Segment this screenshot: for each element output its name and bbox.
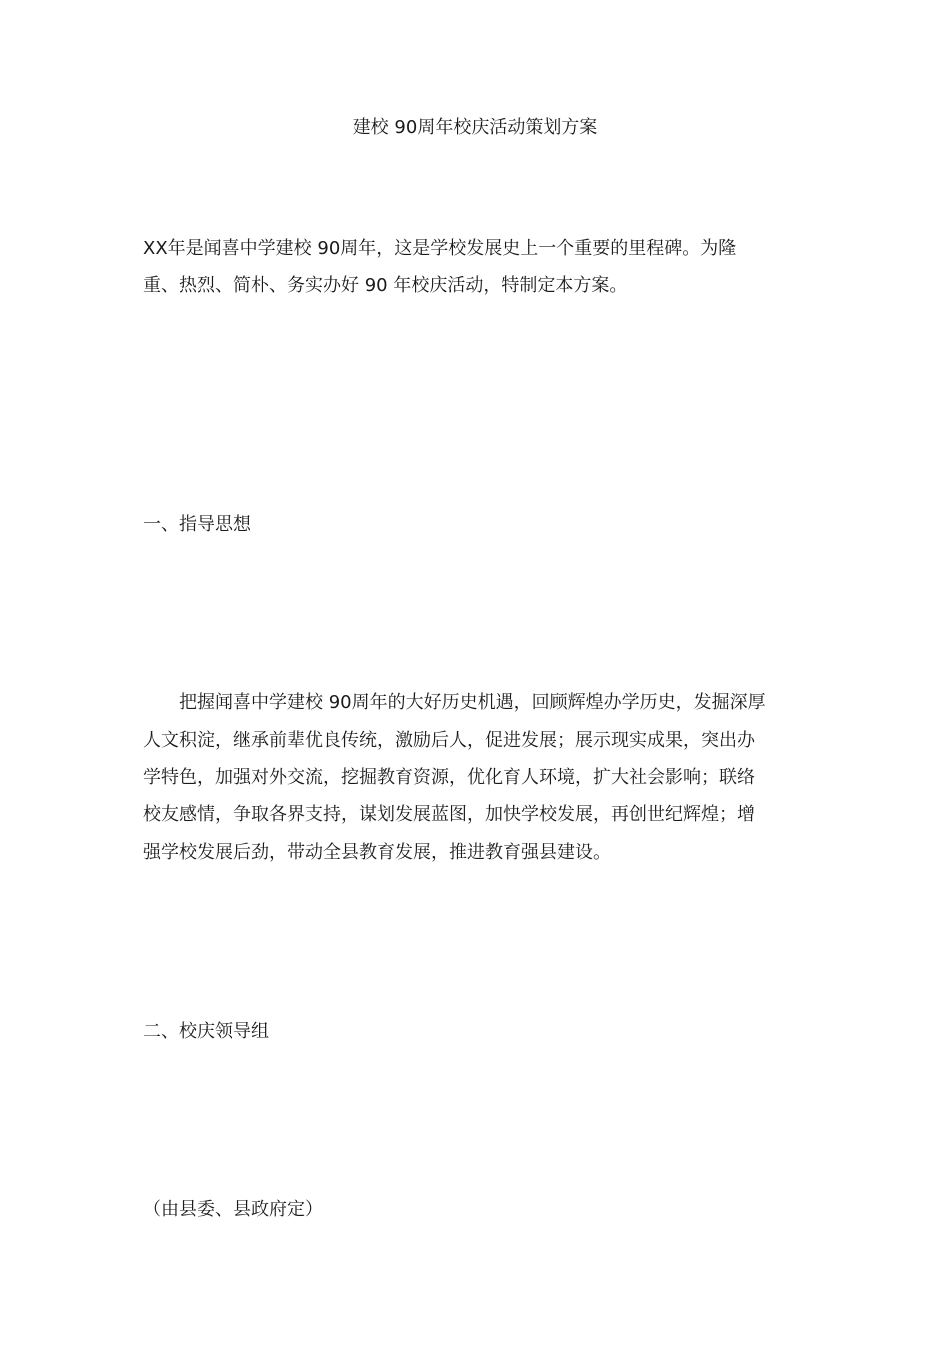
section1-line-4: 校友感情，争取各界支持，谋划发展蓝图，加快学校发展，再创世纪辉煌；增 <box>143 804 755 825</box>
intro-line-1: XX年是闻喜中学建校 90周年，这是学校发展史上一个重要的里程碑。为隆 <box>143 238 737 259</box>
intro-line-2: 重、热烈、简朴、务实办好 90 年校庆活动，特制定本方案。 <box>143 275 628 296</box>
section1-line-5: 强学校发展后劲，带动全县教育发展，推进教育强县建设。 <box>143 842 611 863</box>
section1-line-3: 学特色，加强对外交流，挖掘教育资源，优化育人环境，扩大社会影响；联络 <box>143 767 755 788</box>
section1-line-2: 人文积淀，继承前辈优良传统，激励后人，促进发展；展示现实成果，突出办 <box>143 730 755 751</box>
document-title: 建校 90周年校庆活动策划方案 <box>352 117 598 138</box>
section-heading-leadership-group: 二、校庆领导组 <box>143 1021 269 1042</box>
section1-line-1: 把握闻喜中学建校 90周年的大好历史机遇，回顾辉煌办学历史，发掘深厚 <box>143 692 766 713</box>
leadership-group-note: （由县委、县政府定） <box>143 1199 323 1220</box>
section-heading-guiding-thought: 一、指导思想 <box>143 514 251 535</box>
